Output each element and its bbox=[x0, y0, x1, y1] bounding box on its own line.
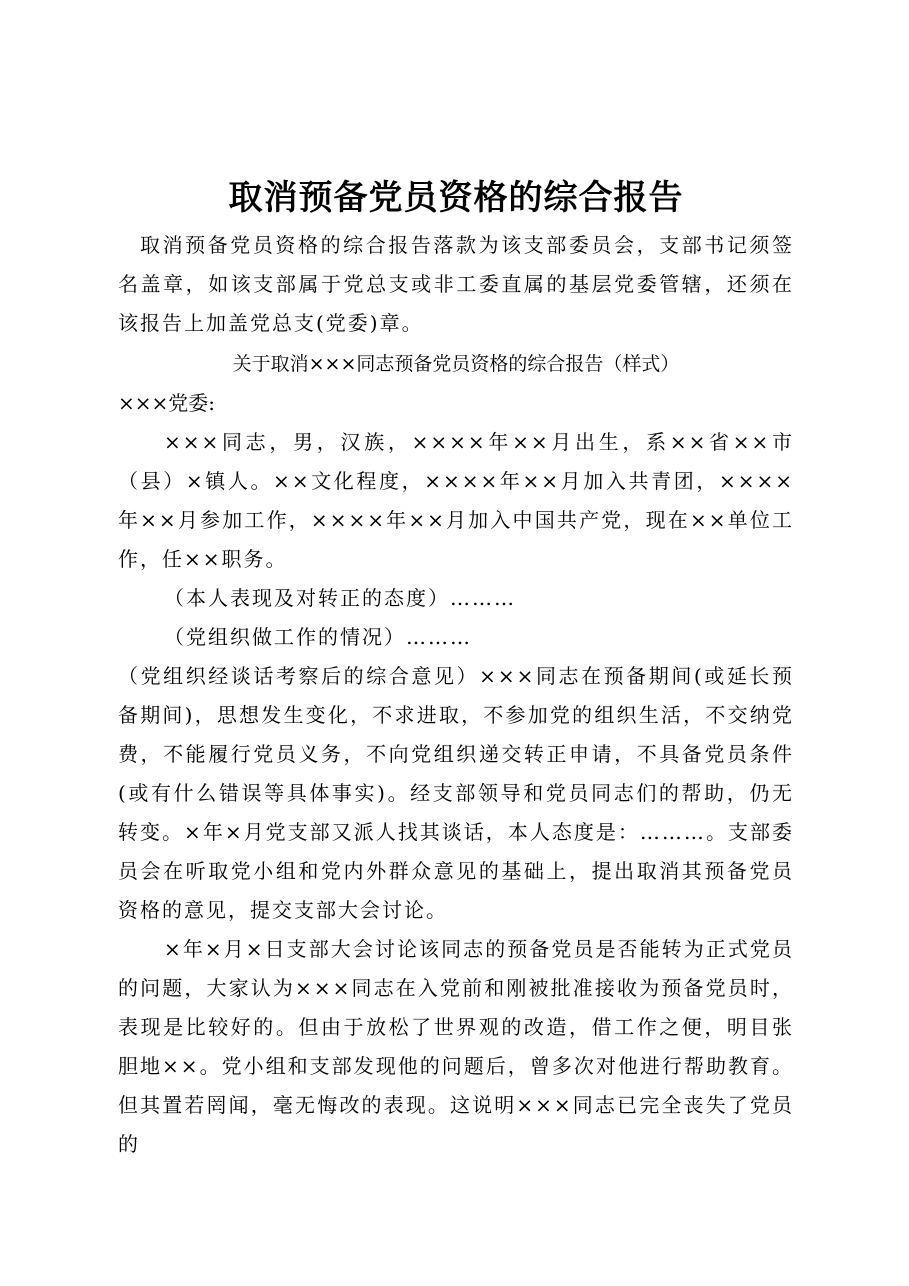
paragraph-overall-opinion: （党组织经谈话考察后的综合意见）×××同志在预备期间(或延长预备期间)，思想发生变化，不求进取，不参加党的组织生活，不交纳党费，不能履行党员义务，不向党组织递交转正申请，不具备党员条件(或有什么错误等具体事实)。经支部领导和党员同志们的帮助，仍无转变。×年×月党支部又派人找其谈话，本人态度是：………。支部委员会在听取党小组和党内外群众意见的基础上，提出取消其预备党员资格的意见，提交支部大会讨论。 bbox=[118, 664, 794, 922]
document-title: 取消预备党员资格的综合报告 bbox=[228, 178, 684, 218]
document-page bbox=[118, 176, 794, 1164]
template-title: 关于取消×××同志预备党员资格的综合报告（样式） bbox=[232, 353, 680, 375]
paragraph-basic-info: ×××同志，男，汉族，××××年××月出生，系××省××市（县）×镇人。××文化程度，××××年××月加入共青团，××××年××月参加工作，××××年××月加入中国共产党，现在××单位工作，任××职务。 bbox=[118, 430, 794, 571]
paragraph-party-work: （党组织做工作的情况）……… bbox=[164, 625, 472, 649]
paragraph-self-performance: （本人表现及对转正的态度）……… bbox=[164, 586, 516, 610]
intro-paragraph: 取消预备党员资格的综合报告落款为该支部委员会，支部书记须签名盖章，如该支部属于党总支或非工委直属的基层党委管辖，还须在该报告上加盖党总支(党委)章。 bbox=[118, 233, 794, 335]
paragraph-branch-meeting: ×年×月×日支部大会讨论该同志的预备党员是否能转为正式党员的问题，大家认为×××同志在入党前和刚被批准接收为预备党员时，表现是比较好的。但由于放松了世界观的改造，借工作之便，明目张胆地××。党小组和支部发现他的问题后，曾多次对他进行帮助教育。但其置若罔闻，毫无悔改的表现。这说明×××同志已完全丧失了党员的 bbox=[118, 937, 794, 1156]
salutation: ×××党委: bbox=[118, 391, 216, 415]
